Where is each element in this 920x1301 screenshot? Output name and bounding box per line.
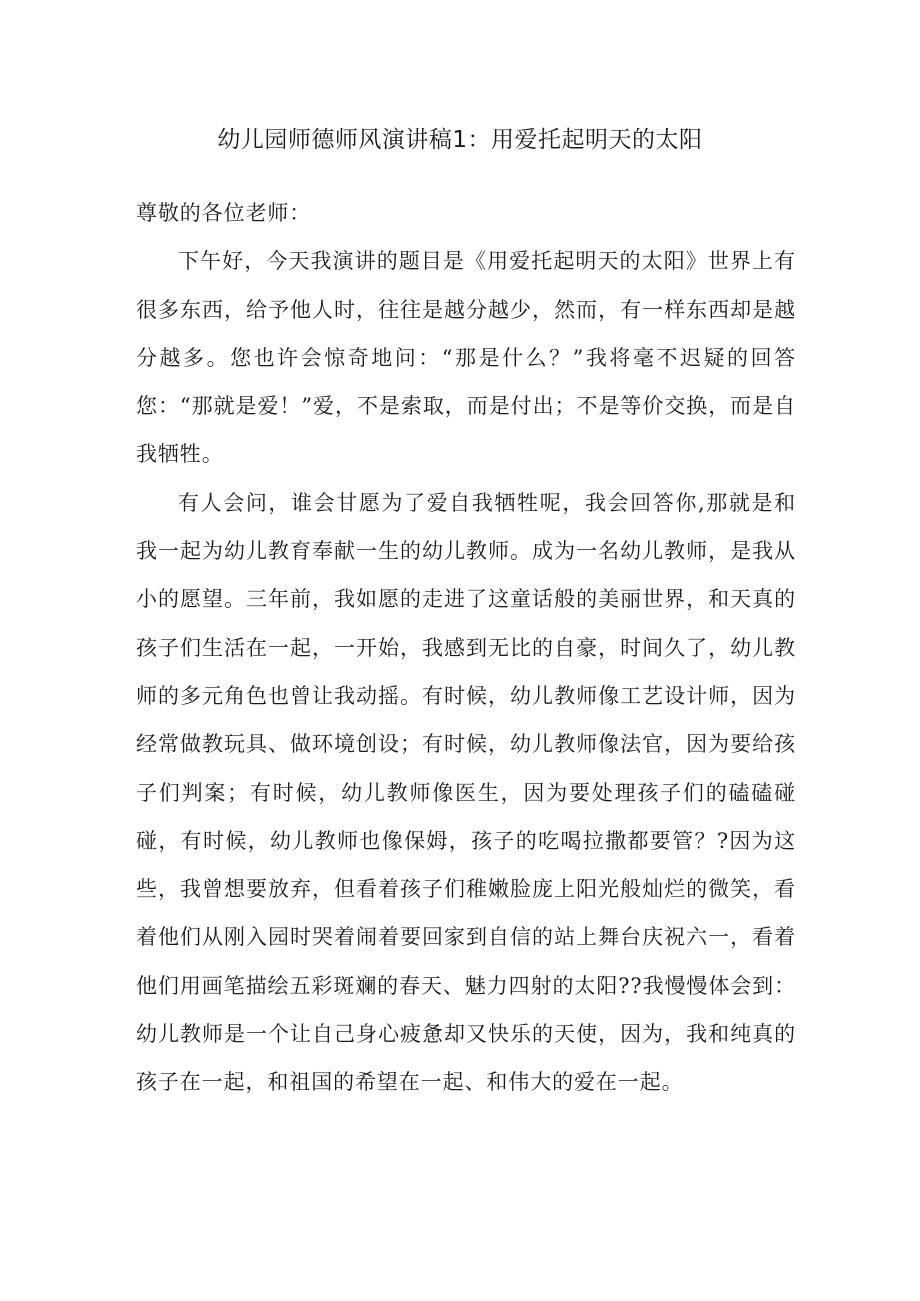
document-body <box>136 189 796 1107</box>
paragraph-1: 下午好，今天我演讲的题目是《用爱托起明天的太阳》世界上有很多东西，给予他人时，往往是越分越少，然而，有一样东西却是越分越多。您也许会惊奇地问：“那是什么？”我将毫不迟疑的回答您：“那就是爱！”爱，不是索取，而是付出；不是等价交换，而是自我牺牲。 <box>136 249 796 467</box>
paragraph-2: 有人会问，谁会甘愿为了爱自我牺牲呢，我会回答你,那就是和我一起为幼儿教育奉献一生的幼儿教师。成为一名幼儿教师，是我从小的愿望。三年前，我如愿的走进了这童话般的美丽世界，和天真的孩子们生活在一起，一开始，我感到无比的自豪，时间久了，幼儿教师的多元角色也曾让我动摇。有时候，幼儿教师像工艺设计师，因为经常做教玩具、做环境创设；有时候，幼儿教师像法官，因为要给孩子们判案；有时候，幼儿教师像医生，因为要处理孩子们的磕磕碰碰，有时候，幼儿教师也像保姆，孩子的吃喝拉撒都要管？?因为这些，我曾想要放弃，但看着孩子们稚嫩脸庞上阳光般灿烂的微笑，看着他们从刚入园时哭着闹着要回家到自信的站上舞台庆祝六一，看着他们用画笔描绘五彩斑斓的春天、魅力四射的太阳??我慢慢体会到：幼儿教师是一个让自己身心疲惫却又快乐的天使，因为，我和纯真的孩子在一起，和祖国的希望在一起、和伟大的爱在一起。 <box>136 490 796 1095</box>
document-title: 幼儿园师德师风演讲稿1：用爱托起明天的太阳 <box>217 127 703 153</box>
salutation: 尊敬的各位老师： <box>136 201 312 225</box>
